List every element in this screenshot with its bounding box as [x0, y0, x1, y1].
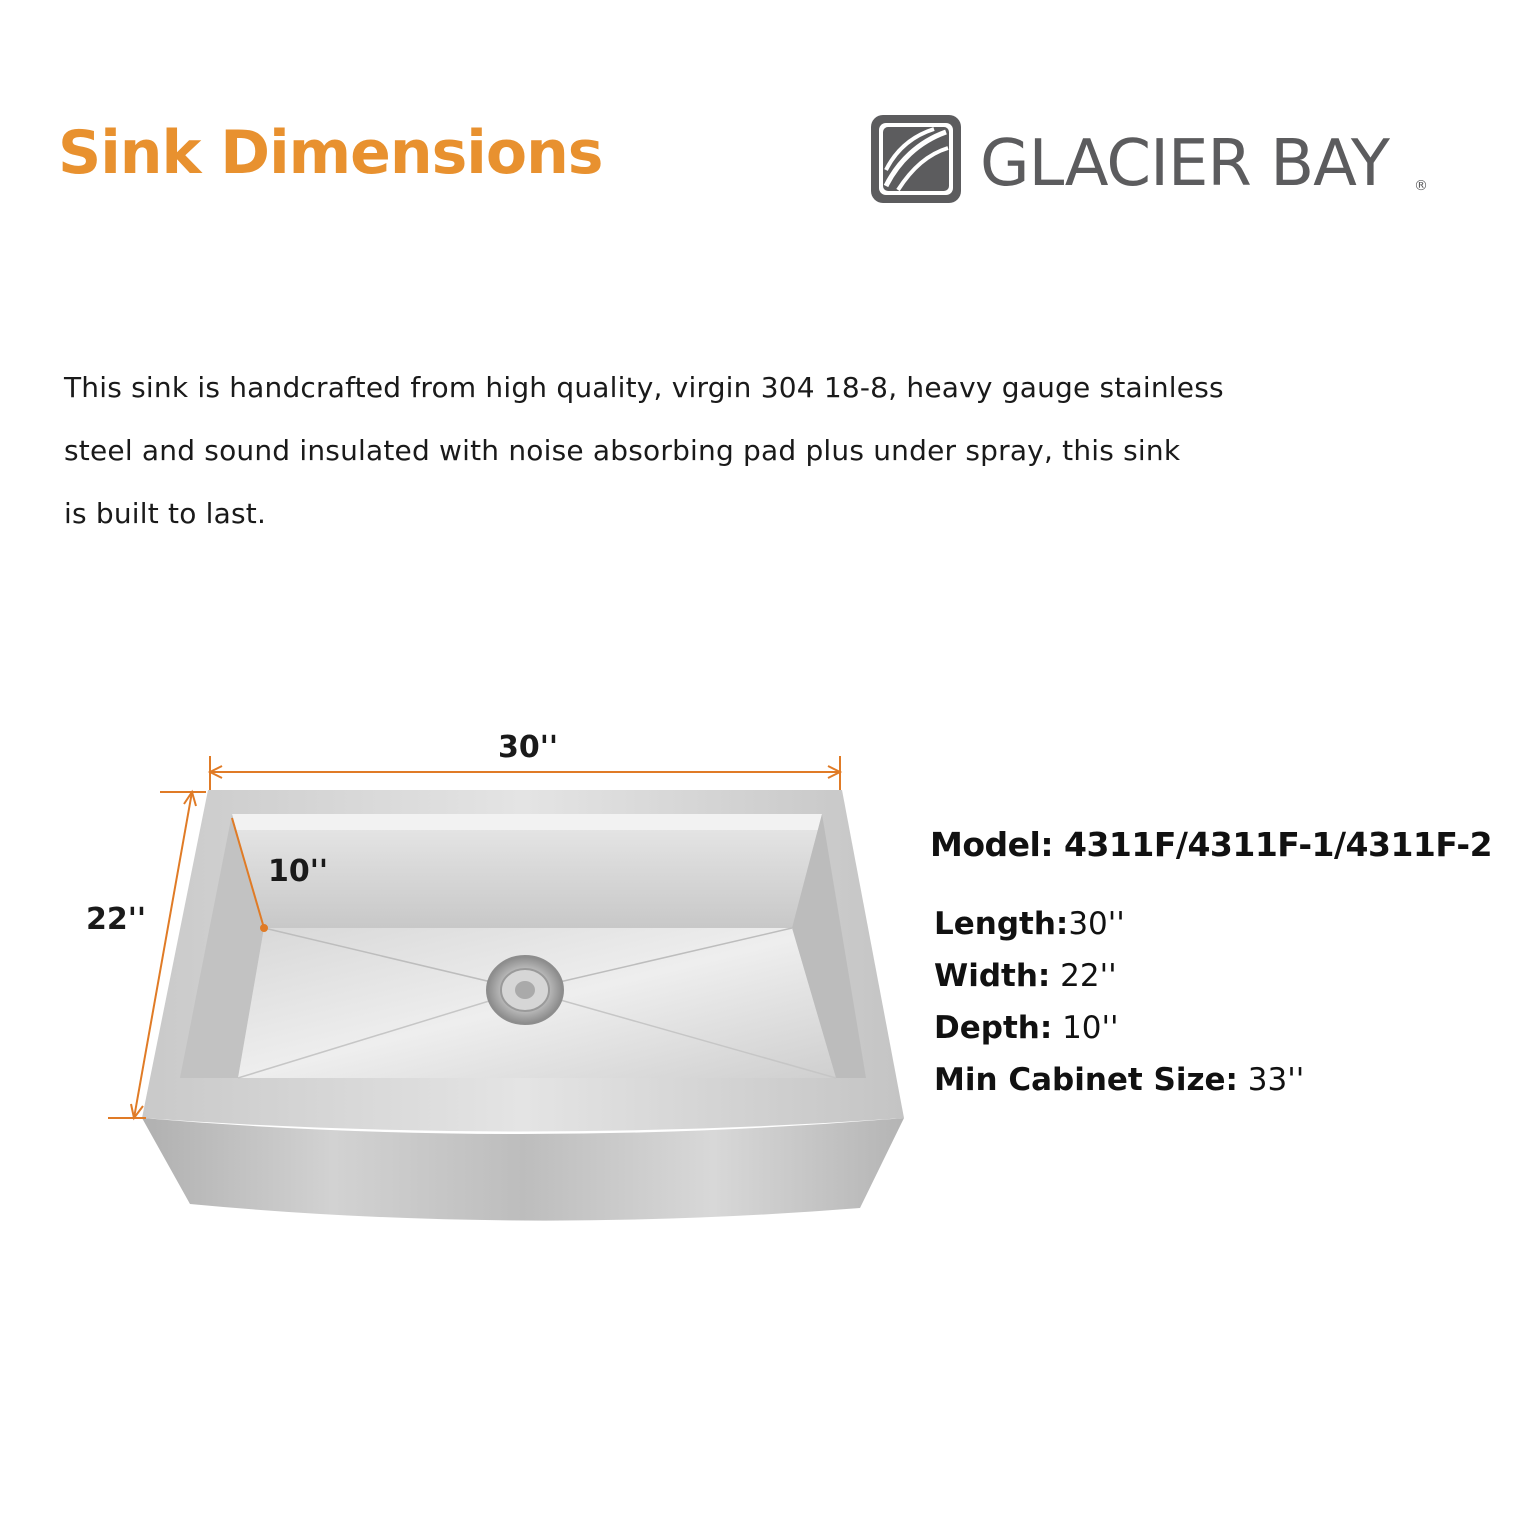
- brand-name: GLACIER BAY: [980, 127, 1389, 201]
- page-title: Sink Dimensions: [58, 118, 603, 188]
- spec-value: 30'': [1068, 906, 1125, 942]
- spec-value: 33'': [1237, 1062, 1305, 1098]
- spec-value: 10'': [1052, 1010, 1119, 1046]
- description-line: steel and sound insulated with noise absorbing pad plus under spray, this sink: [64, 434, 1181, 467]
- spec-panel: [930, 825, 1520, 1106]
- sink-dimension-diagram: [0, 720, 920, 1260]
- spec-row-length: [934, 898, 1520, 950]
- registered-mark: ®: [1414, 178, 1428, 194]
- spec-key: Length:: [934, 906, 1069, 942]
- length-dimension-label: 30'': [498, 730, 559, 765]
- product-description: [64, 356, 1354, 545]
- spec-list: [930, 898, 1520, 1106]
- description-line: This sink is handcrafted from high quality, virgin 304 18-8, heavy gauge stainless: [64, 371, 1224, 404]
- spec-row-width: [934, 950, 1520, 1002]
- spec-key: Depth:: [934, 1010, 1053, 1046]
- spec-row-depth: [934, 1002, 1520, 1054]
- description-line: is built to last.: [64, 497, 267, 530]
- glacier-bay-logo-icon: [868, 112, 964, 206]
- spec-row-min-cabinet: [934, 1054, 1520, 1106]
- spec-value: 22'': [1050, 958, 1117, 994]
- width-dimension-label: 22'': [86, 902, 147, 937]
- depth-dimension-label: 10'': [268, 854, 329, 889]
- spec-key: Min Cabinet Size:: [934, 1062, 1238, 1098]
- spec-key: Width:: [934, 958, 1051, 994]
- model-number: Model: 4311F/4311F-1/4311F-2: [930, 825, 1493, 864]
- brand-logo: [868, 112, 1438, 208]
- sink-apron: [142, 1118, 904, 1221]
